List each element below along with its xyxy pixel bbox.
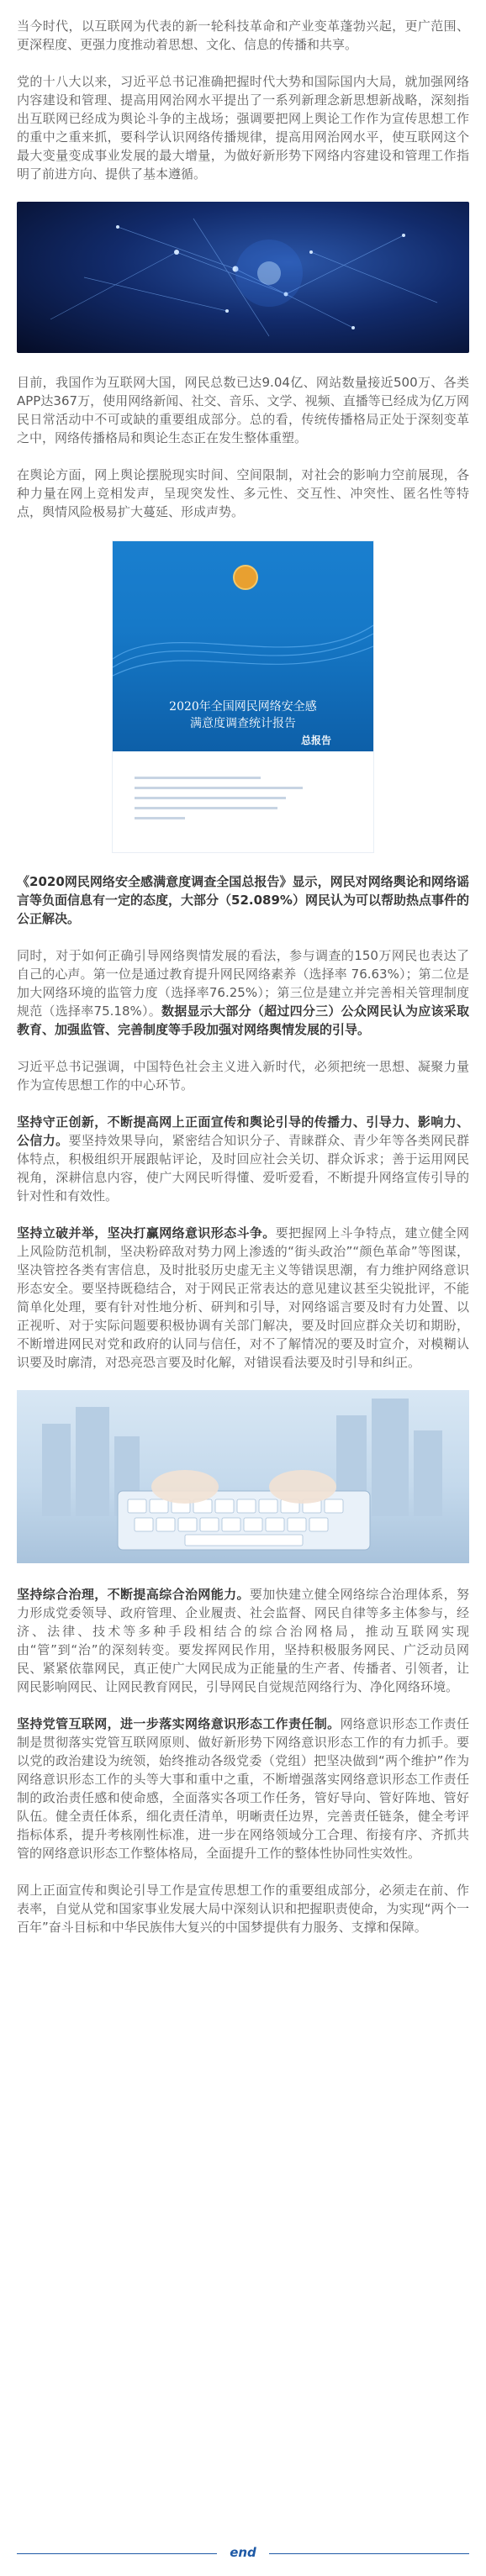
paragraph: 网上正面宣传和舆论引导工作是宣传思想工作的重要组成部分，必须走在前、作表率，自觉从党和国家事业发展大局中深刻认识和把握职责使命，为实现“两个一百年”奋斗目标和中华民族伟大复兴的中国梦提供有力服务、支撑和保障。 xyxy=(17,1883,469,1935)
paragraph: 目前，我国作为互联网大国，网民总数已达9.04亿、网站数量接近500万、各类APP达367万，使用网络新闻、社交、音乐、文学、视频、直播等已经成为亿万网民日常活动中不可或缺的重要组成部分。总的看，传统传播格局正处于深刻变革之中，网络传播格局和舆论生态正在发生整体重塑。 xyxy=(17,375,469,445)
paragraph: 坚持党管互联网，进一步落实网络意识形态工作责任制。网络意识形态工作责任制是贯彻落实党管互联网原则、做好新形势下网络意识形态工作的有力抓手。要以党的政治建设为统领，始终推动各级党委（党组）把坚决做到“两个维护”作为网络意识形态工作的头等大事和重中之重，不断增强落实网络意识形态工作责任制的政治责任感和使命感，全面落实各项工作任务，管好导向、管好阵地、管好队伍。健全责任体系，细化责任清单，明晰责任边界，完善责任链条，健全考评指标体系，提升考核刚性标准，进一步在网络领域分工合理、衔接有序、齐抓共管的网络意识形态工作整体格局，全面提升工作的整体性协同性实效性。 xyxy=(17,1716,469,1861)
paragraph: 坚持立破并举，坚决打赢网络意识形态斗争。要把握网上斗争特点，建立健全网上风险防范机制，坚决粉碎敌对势力网上渗透的“街头政治”“颜色革命”等图谋，坚决管控各类有害信息，及时批驳历史虚无主义等错误思潮，有力维护网络意识形态安全。要坚持既稳结合，对于网民正常表达的意见建议甚至尖锐批评，不能简单化处理，要有针对性地分析、研判和引导，对网络谣言要及时有力处置、以正视听、对于实际问题要积极协调有关部门解决，要及时回应群众关切和期盼，不断增进网民对党和政府的认同与信任，对不了解情况的要及时宣介，对模糊认识要及时廓清，对恐亮恐言要及时化解，对错误看法要及时引导和纠正。 xyxy=(17,1225,469,1370)
paragraph: 党的十八大以来，习近平总书记准确把握时代大势和国际国内大局，就加强网络内容建设和管理、提高用网治网水平提出了一系列新理念新思想新战略，深刻指出互联网已经成为舆论斗争的主战场；强调要把网上舆论工作作为宣传思想工作的重中之重来抓，要科学认识网络传播规律，提高用网治网水平，使互联网这个最大变量变成事业发展的最大增量，为做好新形势下网络内容建设和管理工作指明了前进方向、提供了基本遵循。 xyxy=(17,74,469,182)
survey-quote: 《2020网民网络安全感满意度调查全国总报告》显示，网民对网络舆论和网络谣言等负面信息有一定的态度，大部分（52.089%）网民认为可以帮助热点事件的公正解决。 xyxy=(17,874,469,926)
paragraph: 坚持守正创新，不断提高网上正面宣传和舆论引导的传播力、引导力、影响力、公信力。要坚持效果导向，紧密结合知识分子、青睐群众、青少年等各类网民群体特点，积极组织开展跟帖评论，及时回应社会关切、群众诉求；善于运用网民视角，深耕信息内容，使广大网民听得懂、爱听爱看，不断提升网络宣传引导的针对性和有效性。 xyxy=(17,1114,469,1204)
report-cover-image xyxy=(17,541,469,852)
report-subtitle: 总报告 xyxy=(301,735,332,746)
report-title-line2: 满意度调查统计报告 xyxy=(190,717,296,730)
paragraph: 习近平总书记强调，中国特色社会主义进入新时代，必须把统一思想、凝聚力量作为宣传思想工作的中心环节。 xyxy=(17,1059,469,1093)
end-divider xyxy=(0,2535,486,2568)
paragraph: 同时，对于如何正确引导网络舆情发展的看法，参与调查的150万网民也表达了自己的心声。第一位是通过教育提升网民网络素养（选择率 76.63%）；第二位是加大网络环境的监管力度（选择率76.25%）；第三位是建立并完善相关管理制度规范（选择率75.18%）。数据显示大部分（超过四分三）公众网民认为应该采取教育、加强监管、完善制度等手段加强对网络舆情发展的引导。 xyxy=(17,948,469,1037)
paragraph: 在舆论方面，网上舆论摆脱现实时间、空间限制，对社会的影响力空前展现，各种力量在网上竞相发声，呈现突发性、多元性、交互性、冲突性、匿名性等特点，舆情风险极易扩大蔓延、形成声势。 xyxy=(17,467,469,519)
network-banner-image xyxy=(17,202,469,353)
end-label: end xyxy=(230,2545,256,2560)
paragraph: 当今时代，以互联网为代表的新一轮科技革命和产业变革蓬勃兴起，更广范围、更深程度、更强力度推动着思想、文化、信息的传播和共享。 xyxy=(17,18,469,52)
emblem-icon xyxy=(233,565,258,590)
paragraph: 坚持综合治理，不断提高综合治网能力。要加快建立健全网络综合治理体系，努力形成党委领导、政府管理、企业履责、社会监督、网民自律等多主体参与，经济、法律、技术等多种手段相结合的综合治网格局，推动互联网实现由“管”到“治”的深刻转变。要发挥网民作用，坚持积极服务网民、广泛动员网民、紧紧依靠网民，真正使广大网民成为正能量的生产者、传播者、引领者，让网民影响网民、让网民教育网民，引导网民自觉规范网络行为、净化网络环境。 xyxy=(17,1587,469,1694)
keyboard-cityscape-image xyxy=(17,1390,469,1563)
report-title-line1: 2020年全国网民网络安全感 xyxy=(169,700,317,714)
